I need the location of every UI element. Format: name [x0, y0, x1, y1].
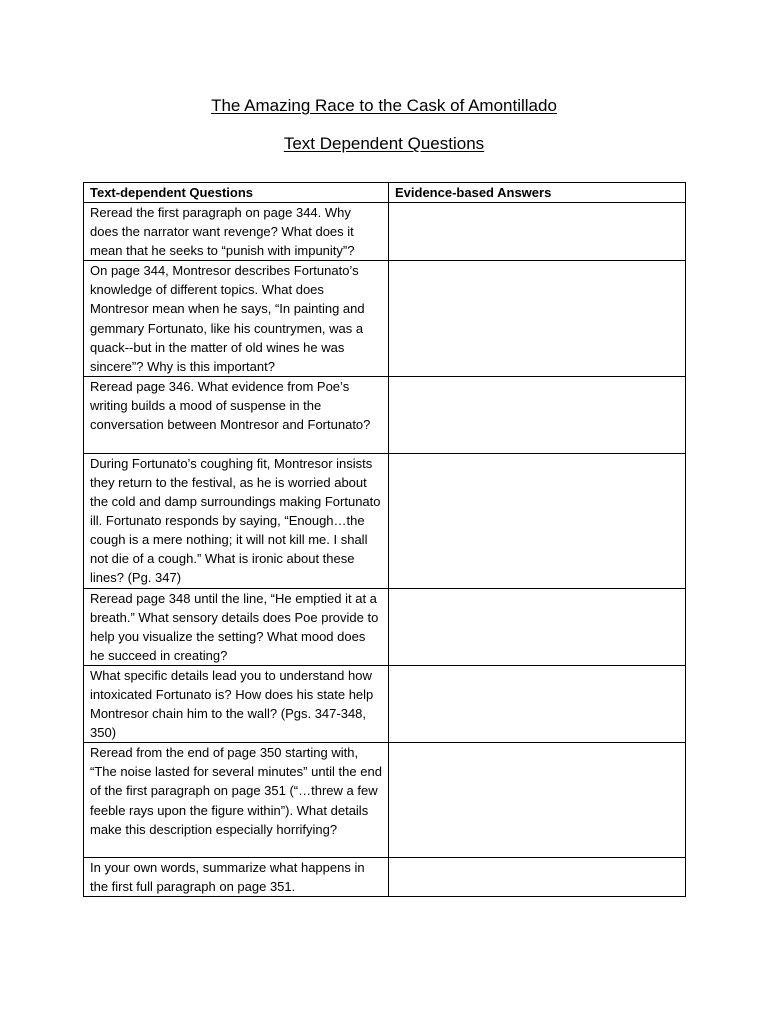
- answer-cell[interactable]: [389, 203, 686, 261]
- table-row: [84, 743, 686, 858]
- answer-cell[interactable]: [389, 588, 686, 665]
- answer-cell[interactable]: [389, 665, 686, 742]
- question-cell: Reread page 346. What evidence from Poe’s writing builds a mood of suspense in the conversation between Montresor and Fortunato?: [84, 376, 389, 453]
- answer-cell[interactable]: [389, 376, 686, 453]
- table-row: [84, 588, 686, 665]
- table-row: [84, 665, 686, 742]
- document-subtitle: Text Dependent Questions: [283, 134, 485, 153]
- answer-cell[interactable]: [389, 261, 686, 377]
- table-row: [84, 858, 686, 897]
- question-cell: During Fortunato’s coughing fit, Montresor insists they return to the festival, as he is worried about the cold and damp surroundings making Fortunato ill. Fortunato responds by saying, “Enough…the cough is a mere nothing; it will not kill me. I shall not die of a cough.” What is ironic about these lines? (Pg. 347): [84, 453, 389, 588]
- table-row: [84, 203, 686, 261]
- question-cell: On page 344, Montresor describes Fortunato’s knowledge of different topics. What does Montresor mean when he says, “In painting and gemmary Fortunato, like his countrymen, was a quack--but in the matter of old wines he was sincere”? Why is this important?: [84, 261, 389, 377]
- table-row: [84, 261, 686, 377]
- question-cell: Reread the first paragraph on page 344. Why does the narrator want revenge? What does it mean that he seeks to “punish with impunity”?: [84, 203, 389, 261]
- answer-cell[interactable]: [389, 858, 686, 897]
- table-header-row: [84, 183, 686, 203]
- question-cell: What specific details lead you to understand how intoxicated Fortunato is? How does his state help Montresor chain him to the wall? (Pgs. 347-348, 350): [84, 665, 389, 742]
- header-questions: Text-dependent Questions: [84, 183, 389, 203]
- table-row: [84, 376, 686, 453]
- table-row: [84, 453, 686, 588]
- answer-cell[interactable]: [389, 743, 686, 858]
- question-cell: In your own words, summarize what happens in the first full paragraph on page 351.: [84, 858, 389, 897]
- question-cell: Reread from the end of page 350 starting with, “The noise lasted for several minutes” until the end of the first paragraph on page 351 (“…threw a few feeble rays upon the figure within”). What details make this description especially horrifying?: [84, 743, 389, 858]
- document-title: The Amazing Race to the Cask of Amontillado: [211, 96, 557, 115]
- answer-cell[interactable]: [389, 453, 686, 588]
- header-answers: Evidence-based Answers: [389, 183, 686, 203]
- questions-table: [83, 182, 686, 897]
- question-cell: Reread page 348 until the line, “He emptied it at a breath.” What sensory details does Poe provide to help you visualize the setting? What mood does he succeed in creating?: [84, 588, 389, 665]
